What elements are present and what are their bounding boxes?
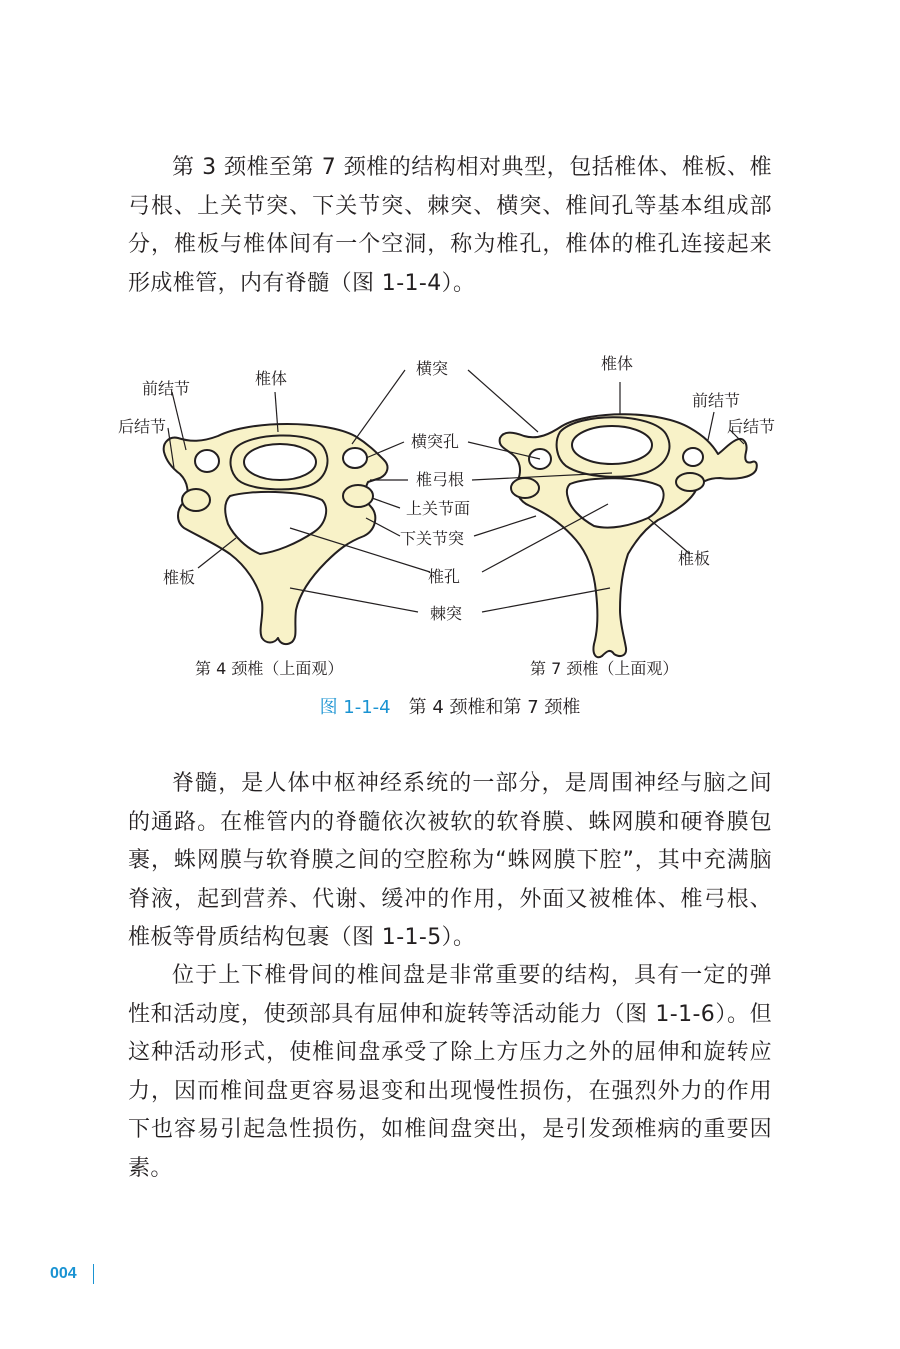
label-vertebral-body-right: 椎体 <box>601 354 634 373</box>
c7-superior-facet-left <box>511 478 539 498</box>
c4-superior-facet-right <box>343 485 373 507</box>
label-pedicle: 椎弓根 <box>416 470 465 489</box>
label-superior-facet: 上关节面 <box>406 499 471 518</box>
paragraph-2: 脊髓，是人体中枢神经系统的一部分，是周围神经与脑之间的通路。在椎管内的脊髓依次被软的软脊膜、蛛网膜和硬脊膜包裹，蛛网膜与软脊膜之间的空腔称为“蛛网膜下腔”，其中充满脑脊液，起到营养、代谢、缓冲的作用，外面又被椎体、椎弓根、椎板等骨质结构包裹（图 1-1-5）。 <box>128 771 772 950</box>
figure-caption-title: 第 4 颈椎和第 7 颈椎 <box>408 697 581 718</box>
figure-caption-number: 图 1-1-4 <box>319 697 391 718</box>
label-spinous-process: 棘突 <box>430 604 463 623</box>
label-posterior-tubercle-right: 后结节 <box>727 417 776 436</box>
label-vertebral-foramen: 椎孔 <box>428 567 461 586</box>
c4-superior-facet-left <box>182 489 210 511</box>
label-lamina-right: 椎板 <box>678 549 711 568</box>
label-transverse-process: 横突 <box>416 359 449 378</box>
sub-caption-c4: 第 4 颈椎（上面观） <box>195 659 344 678</box>
label-posterior-tubercle-left: 后结节 <box>118 417 167 436</box>
c7-transverse-foramen-right <box>683 448 703 466</box>
figure-caption <box>0 697 900 719</box>
paragraph-3: 位于上下椎骨间的椎间盘是非常重要的结构，具有一定的弹性和活动度，使颈部具有屈伸和旋转等活动能力（图 1-1-6）。但这种活动形式，使椎间盘承受了除上方压力之外的屈伸和旋转应力，因而椎间盘更容易退变和出现慢性损伤，在强烈外力的作用下也容易引起急性损伤，如椎间盘突出，是引发颈椎病的重要因素。 <box>128 963 772 1181</box>
page-number-divider <box>93 1264 94 1284</box>
label-lamina-left: 椎板 <box>163 568 196 587</box>
label-vertebral-body-left: 椎体 <box>255 369 288 388</box>
label-inferior-articular-process: 下关节突 <box>400 529 465 548</box>
label-anterior-tubercle-right: 前结节 <box>692 391 741 410</box>
label-anterior-tubercle-left: 前结节 <box>142 379 191 398</box>
c4-transverse-foramen-left <box>195 450 219 472</box>
paragraph-1: 第 3 颈椎至第 7 颈椎的结构相对典型，包括椎体、椎板、椎弓根、上关节突、下关节突、棘突、横突、椎间孔等基本组成部分，椎板与椎体间有一个空洞，称为椎孔，椎体的椎孔连接起来形成椎管，内有脊髓（图 1-1-4）。 <box>128 155 772 296</box>
sub-caption-c7: 第 7 颈椎（上面观） <box>530 659 679 678</box>
c4-transverse-foramen-right <box>343 448 367 468</box>
figure-cervical-vertebrae <box>100 340 800 685</box>
label-transverse-foramen: 横突孔 <box>411 432 460 451</box>
c7-superior-facet-right <box>676 473 704 491</box>
page-number: 004 <box>50 1265 77 1282</box>
